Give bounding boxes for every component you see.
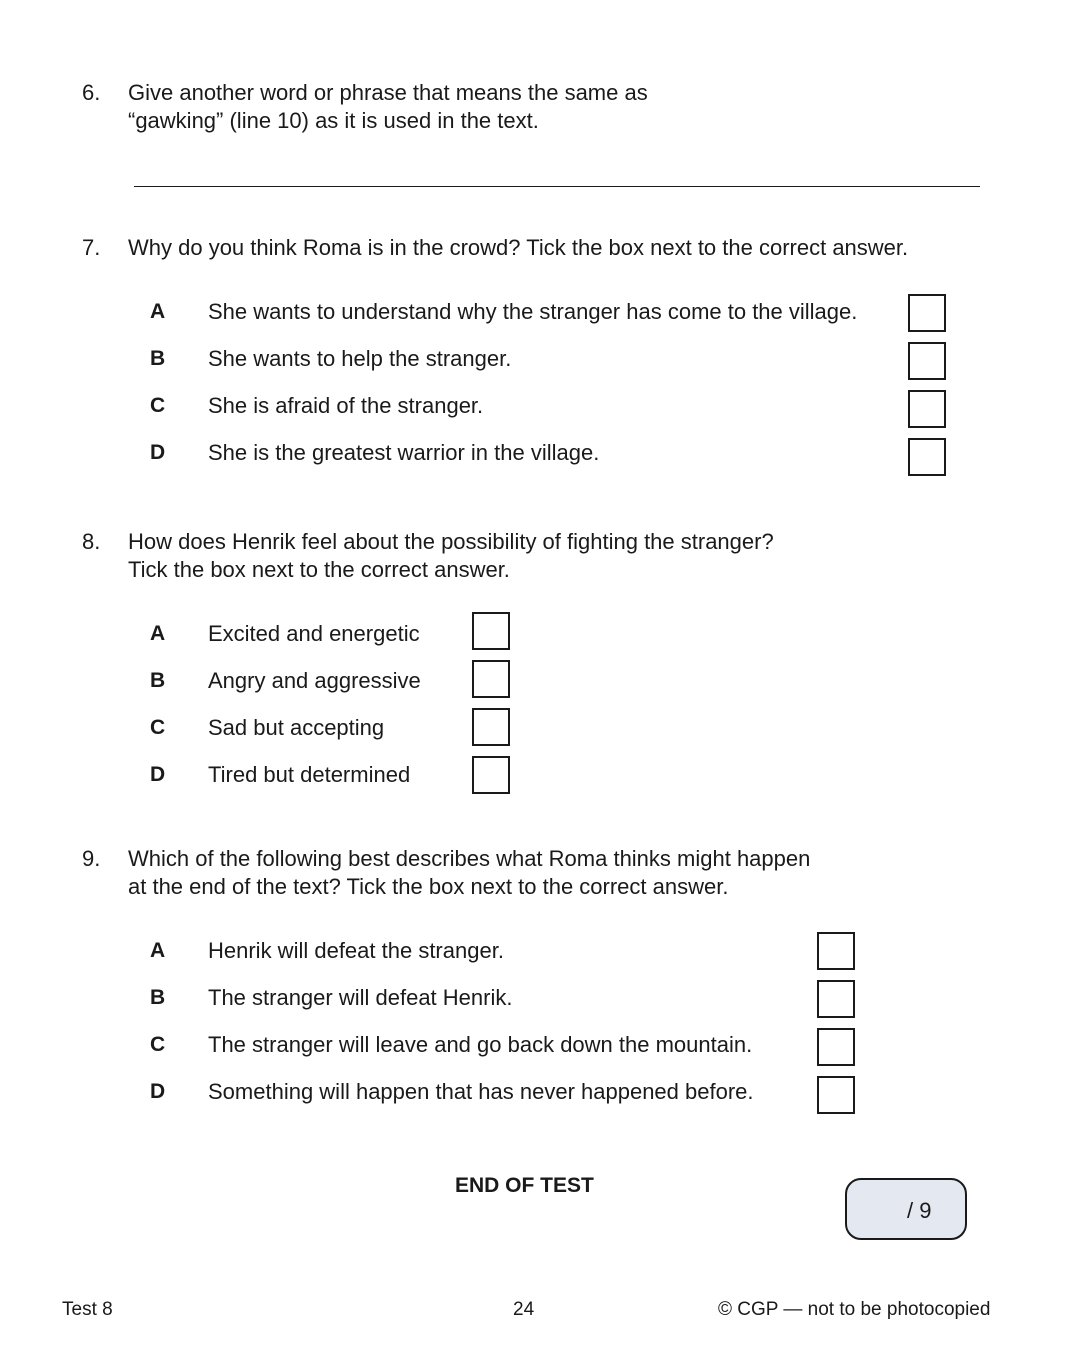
question-9-option-b-checkbox[interactable] xyxy=(817,980,855,1018)
question-7-option-a-text: She wants to understand why the stranger has come to the village. xyxy=(208,299,858,324)
question-8-option-c-checkbox[interactable] xyxy=(472,708,510,746)
question-7-option-c-checkbox[interactable] xyxy=(908,390,946,428)
question-9-option-d-letter: D xyxy=(150,1080,166,1103)
question-9-option-b-letter: B xyxy=(150,986,166,1009)
question-9-option-a-text: Henrik will defeat the stranger. xyxy=(208,938,504,963)
question-6-text-line-2: “gawking” (line 10) as it is used in the text. xyxy=(128,108,539,133)
question-7-option-c-text: She is afraid of the stranger. xyxy=(208,393,484,418)
question-9-option-c-text: The stranger will leave and go back down the mountain. xyxy=(208,1032,753,1057)
question-8-option-c-letter: C xyxy=(150,716,166,739)
question-7-option-b-letter: B xyxy=(150,347,166,370)
question-6-text-line-1: Give another word or phrase that means the same as xyxy=(128,80,648,105)
question-8-option-b-letter: B xyxy=(150,669,166,692)
score-box xyxy=(845,1178,967,1240)
score-total: / 9 xyxy=(907,1198,932,1223)
question-7-option-d-text: She is the greatest warrior in the village. xyxy=(208,440,600,465)
question-8-option-d-letter: D xyxy=(150,763,166,786)
question-7-option-d-letter: D xyxy=(150,441,166,464)
question-6-number: 6. xyxy=(82,80,101,105)
question-9-option-d-text: Something will happen that has never happened before. xyxy=(208,1079,754,1104)
question-7-option-a-letter: A xyxy=(150,300,166,323)
question-7-text: Why do you think Roma is in the crowd? Tick the box next to the correct answer. xyxy=(128,235,909,260)
question-8-text-line-2: Tick the box next to the correct answer. xyxy=(128,557,510,582)
question-7-option-b-checkbox[interactable] xyxy=(908,342,946,380)
question-6-answer-line[interactable] xyxy=(134,186,980,187)
question-8-text-line-1: How does Henrik feel about the possibility of fighting the stranger? xyxy=(128,529,774,554)
end-of-test-label: END OF TEST xyxy=(455,1174,594,1197)
question-9-option-a-letter: A xyxy=(150,939,166,962)
question-8-option-d-text: Tired but determined xyxy=(208,762,411,787)
question-7-option-a-checkbox[interactable] xyxy=(908,294,946,332)
footer-page-number: 24 xyxy=(513,1299,535,1320)
question-7-option-d-checkbox[interactable] xyxy=(908,438,946,476)
footer-copyright: © CGP — not to be photocopied xyxy=(718,1299,991,1320)
footer-test-label: Test 8 xyxy=(62,1299,113,1320)
question-9-option-a-checkbox[interactable] xyxy=(817,932,855,970)
question-9-option-c-checkbox[interactable] xyxy=(817,1028,855,1066)
question-8-option-c-text: Sad but accepting xyxy=(208,715,385,740)
question-9-option-b-text: The stranger will defeat Henrik. xyxy=(208,985,513,1010)
question-9-option-c-letter: C xyxy=(150,1033,166,1056)
question-8-option-a-letter: A xyxy=(150,622,166,645)
question-9-option-d-checkbox[interactable] xyxy=(817,1076,855,1114)
question-7-option-b-text: She wants to help the stranger. xyxy=(208,346,512,371)
question-8-number: 8. xyxy=(82,529,101,554)
question-7-number: 7. xyxy=(82,235,101,260)
question-8-option-b-text: Angry and aggressive xyxy=(208,668,421,693)
question-8-option-a-checkbox[interactable] xyxy=(472,612,510,650)
question-7-option-c-letter: C xyxy=(150,394,166,417)
question-9-text-line-2: at the end of the text? Tick the box next to the correct answer. xyxy=(128,874,729,899)
question-8-option-a-text: Excited and energetic xyxy=(208,621,420,646)
question-8-option-d-checkbox[interactable] xyxy=(472,756,510,794)
question-9-number: 9. xyxy=(82,846,101,871)
question-8-option-b-checkbox[interactable] xyxy=(472,660,510,698)
question-9-text-line-1: Which of the following best describes what Roma thinks might happen xyxy=(128,846,811,871)
